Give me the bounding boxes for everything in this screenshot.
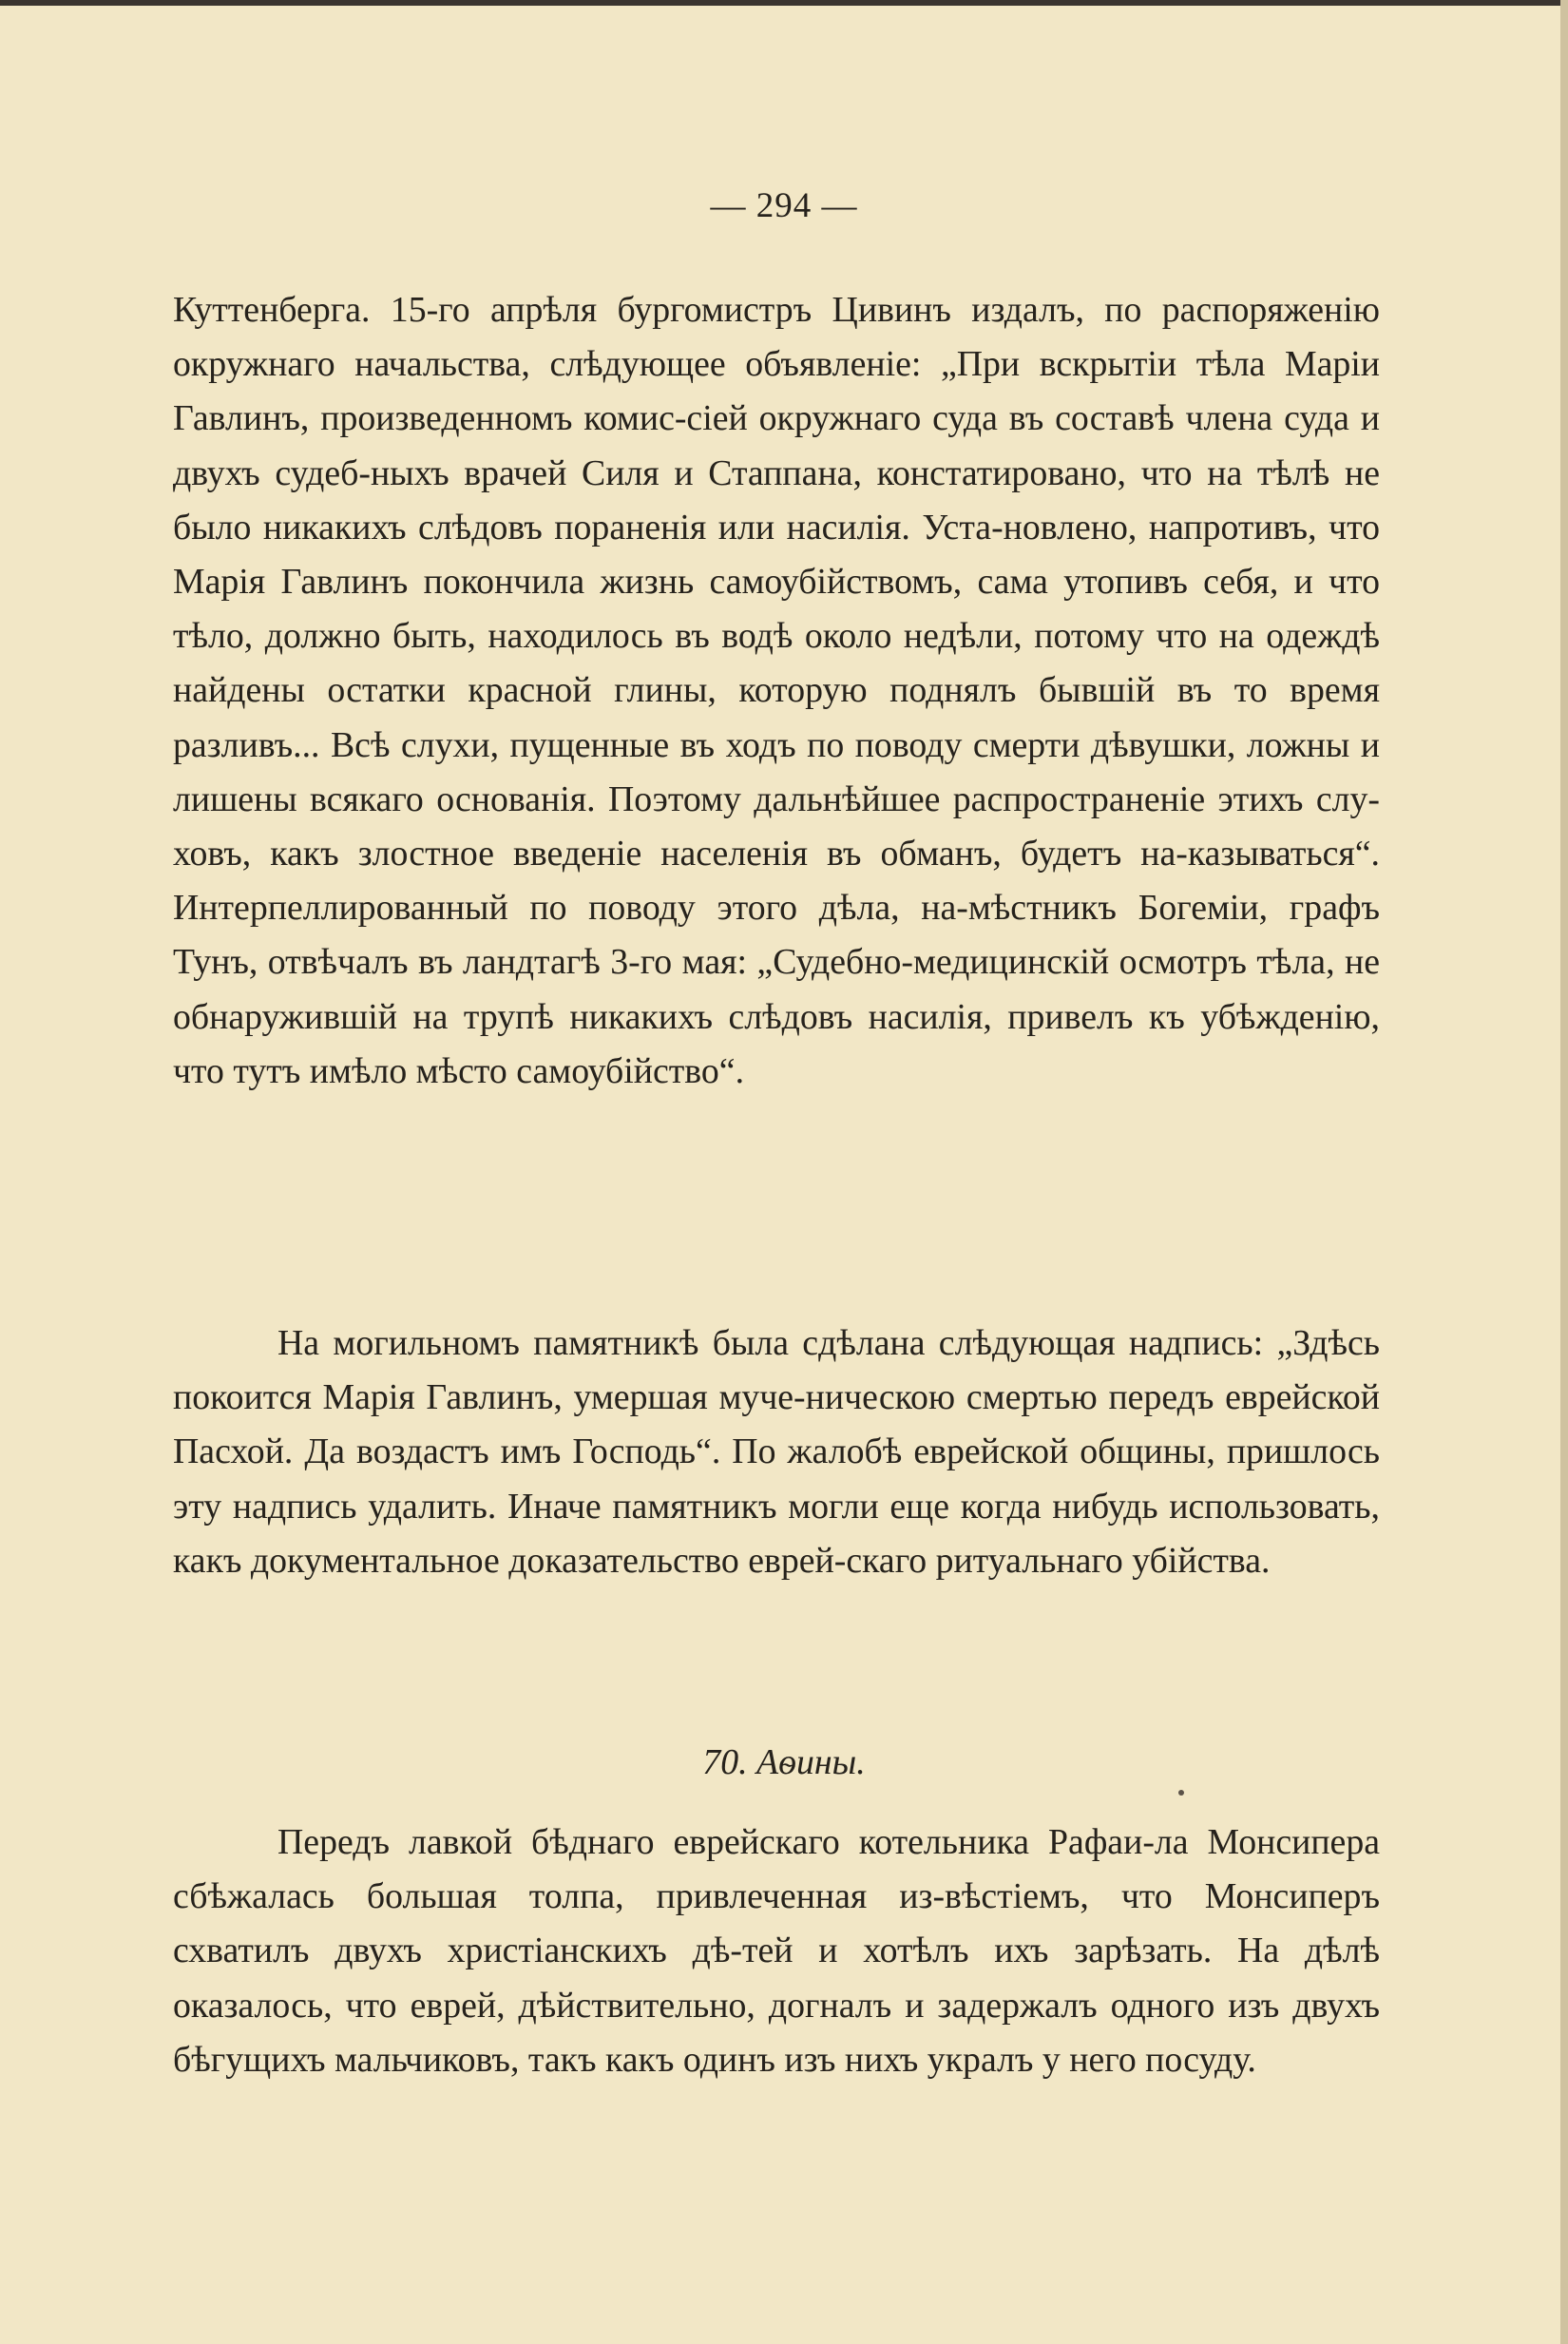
page-number: — 294 — [710,186,858,225]
paragraph: Куттенберга. 15-го апрѣля бургомистръ Цивинъ издалъ, по распоряженію окружнаго начальства, слѣдующее объявленіе: „При вскрытіи тѣла Маріи Гавлинъ, произведенномъ комис-сіей окружнаго суда въ составѣ члена суда и двухъ судеб-ныхъ врачей Силя и Стаппана, констатировано, что на тѣлѣ не было никакихъ слѣдовъ пораненія или насилія. Уста-новлено, напротивъ, что Марія Гавлинъ покончила жизнь самоубійствомъ, сама утопивъ себя, и что тѣло, должно быть, находилось въ водѣ около недѣли, потому что на одеждѣ найдены остатки красной глины, которую поднялъ бывшій въ то время разливъ... Всѣ слухи, пущенные въ ходъ по поводу смерти дѣвушки, ложны и лишены всякаго основанія. Поэтому дальнѣйшее распространеніе этихъ слу-ховъ, какъ злостное введеніе населенія въ обманъ, будетъ на-казываться“. Интерпеллированный по поводу этого дѣла, на-мѣстникъ Богеміи, графъ Тунъ, отвѣчалъ въ ландтагѣ 3-го мая: „Судебно-медицинскій осмотръ тѣла, не обнаружившій на трупѣ никакихъ слѣдовъ насилія, привелъ къ убѣжденію, что тутъ имѣло мѣсто самоубійство“. [173,290,1380,1091]
paragraph-athens [173,1816,1380,2087]
paragraph: На могильномъ памятникѣ была сдѣлана слѣдующая надпись: „Здѣсь покоится Марія Гавлинъ, умершая муче-ническою смертью передъ еврейской Пасхой. Да воздастъ имъ Господь“. По жалобѣ еврейской общины, пришлось эту надпись удалить. Иначе памятникъ могли еще когда нибудь использовать, какъ документальное доказательство еврей-скаго ритуальнаго убійства. [173,1323,1380,1581]
paragraph: Передъ лавкой бѣднаго еврейскаго котельника Рафаи-ла Монсипера сбѣжалась большая толпа, привлеченная из-вѣстіемъ, что Монсиперъ схватилъ двухъ христіанскихъ дѣ-тей и хотѣлъ ихъ зарѣзать. На дѣлѣ оказалось, что еврей, дѣйствительно, догналъ и задержалъ одного изъ двухъ бѣгущихъ мальчиковъ, такъ какъ одинъ изъ нихъ укралъ у него посуду. [173,1822,1380,2080]
paragraph-monument [173,1316,1380,1588]
section-heading: 70. Аѳины. [702,1742,866,1782]
print-speck [1178,1790,1184,1796]
page-top-edge [0,0,1568,6]
paragraph-continued [173,283,1380,1099]
page-right-edge [1560,0,1568,2344]
